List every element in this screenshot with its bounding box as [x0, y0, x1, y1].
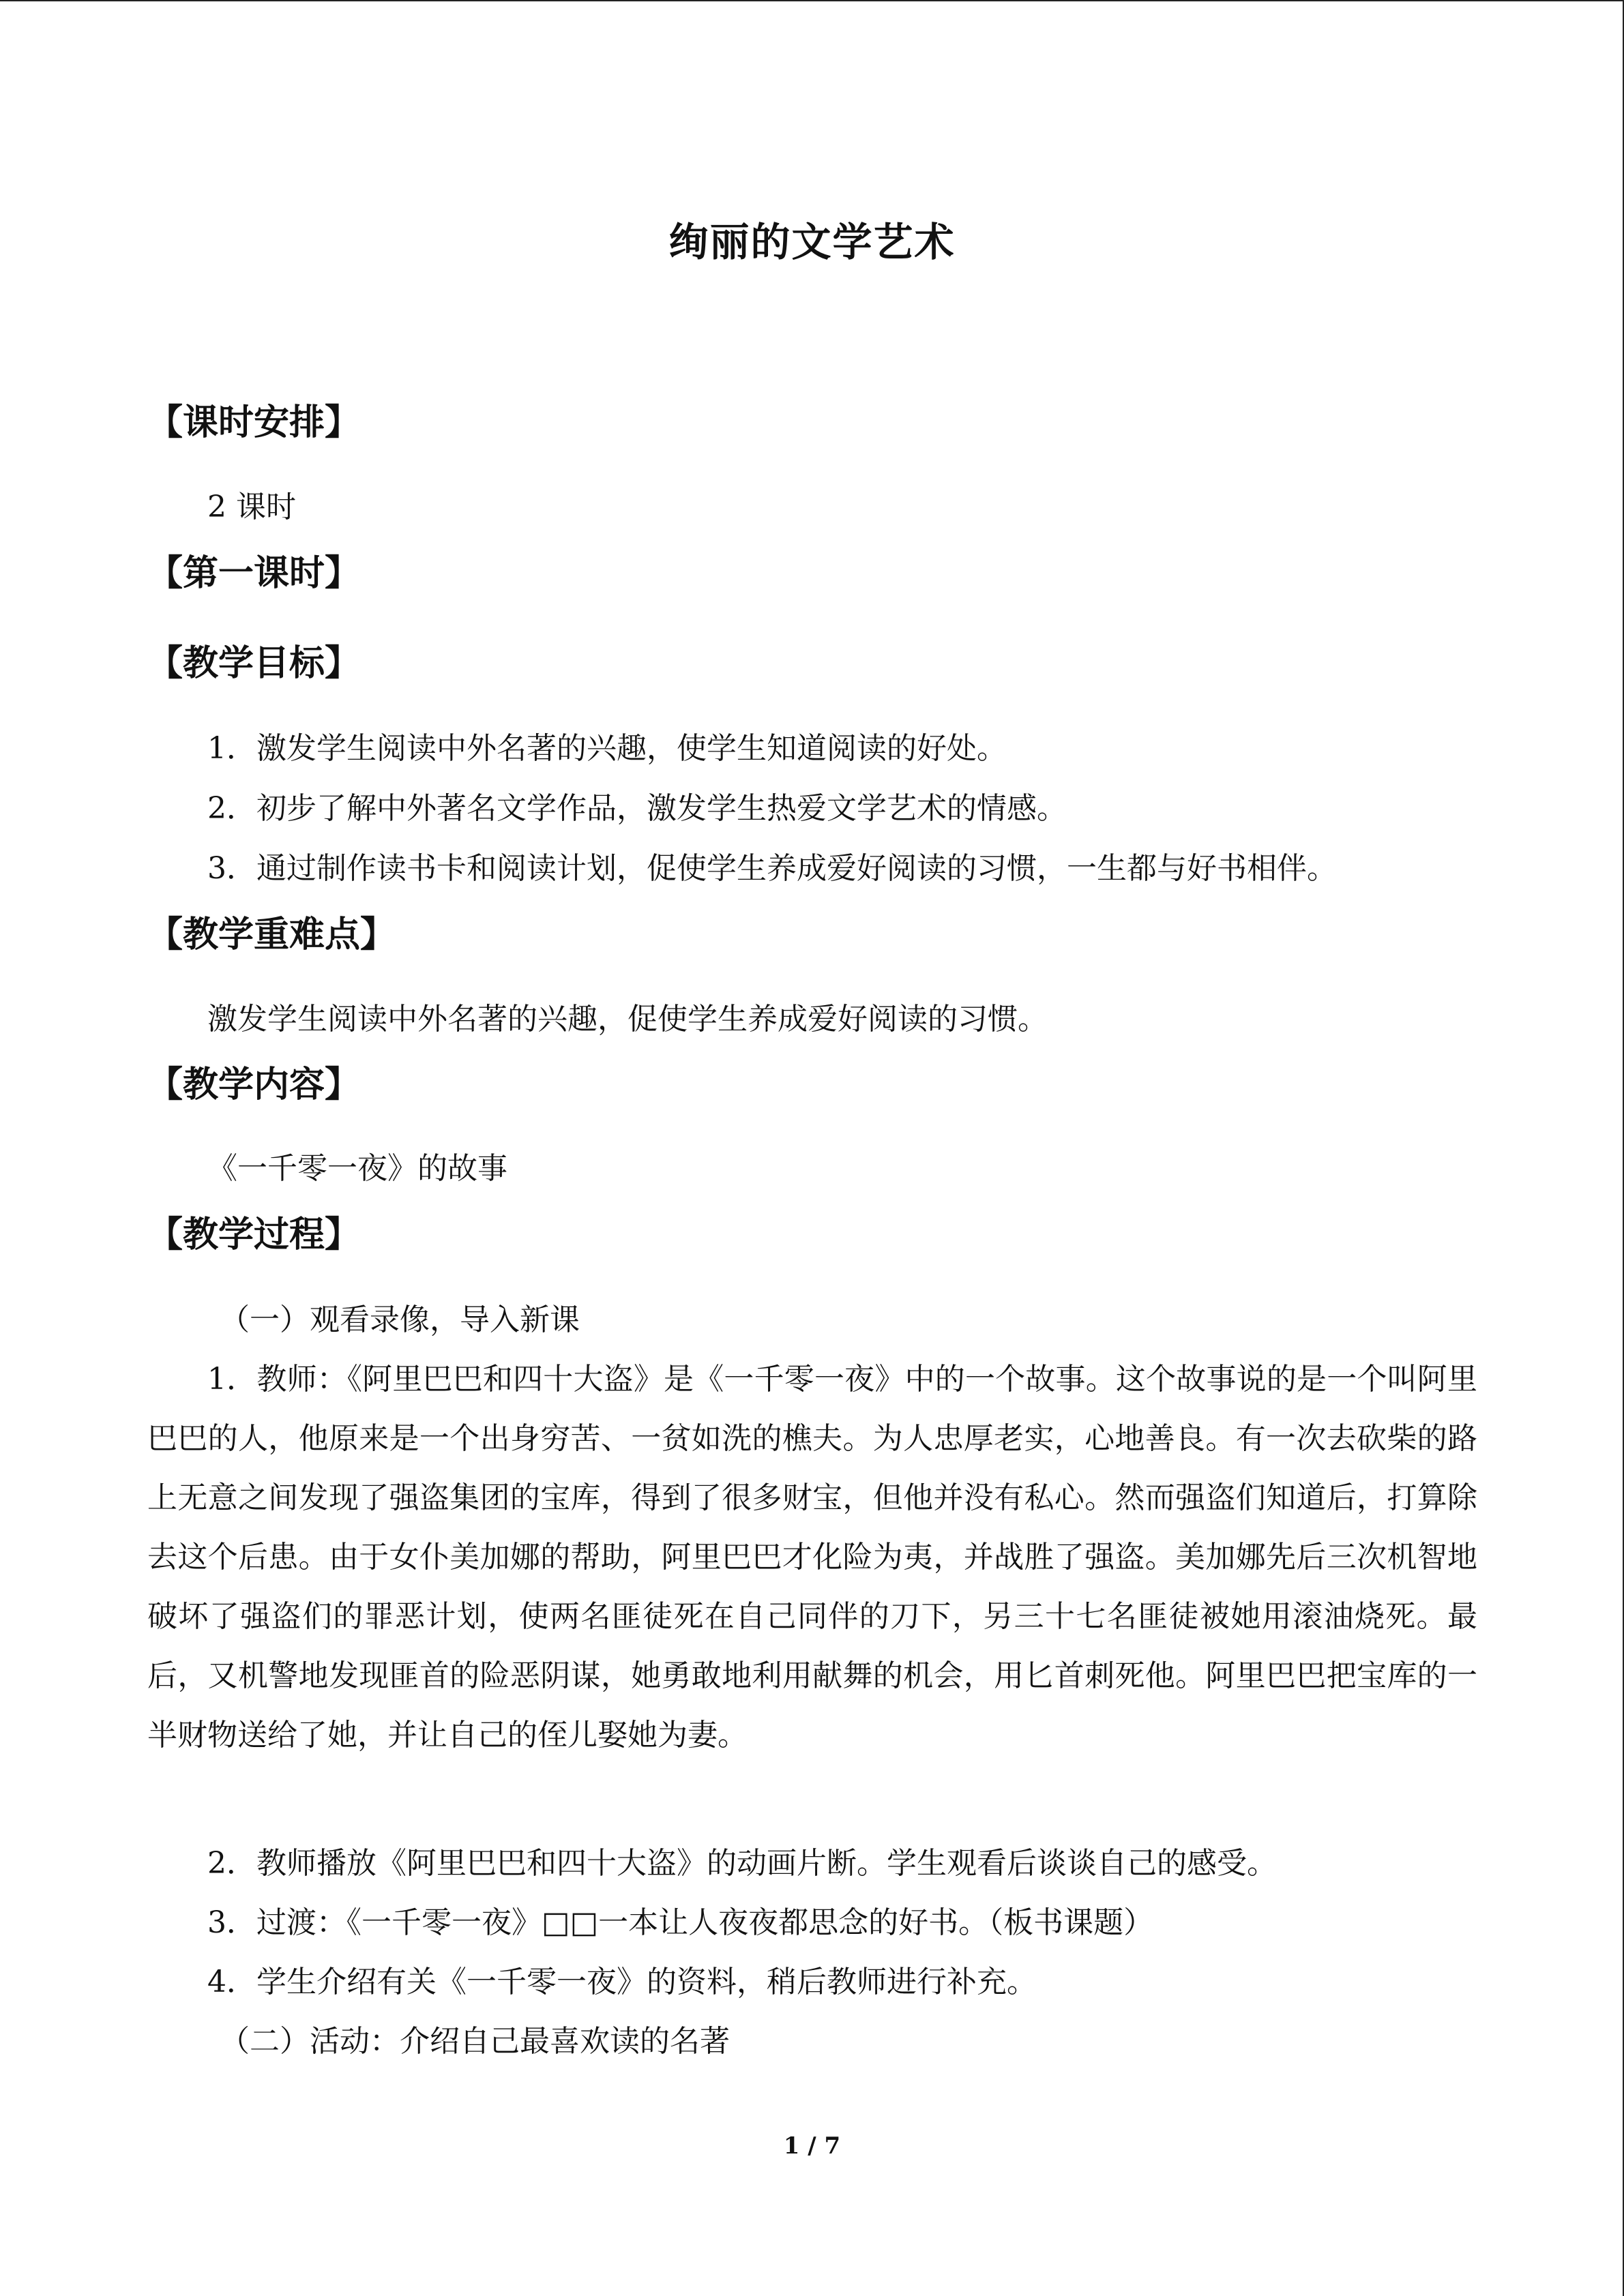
process-item-3: 3．过渡：《一千零一夜》□□一本让人夜夜都思念的好书。（板书课题） [207, 1905, 1154, 1940]
lesson-heading: 【第一课时】 [147, 553, 361, 594]
process-item-4: 4．学生介绍有关《一千零一夜》的资料，稍后教师进行补充。 [207, 1965, 1037, 1999]
content-heading: 【教学内容】 [147, 1064, 361, 1105]
goal-item-3: 3．通过制作读书卡和阅读计划，促使学生养成爱好阅读的习惯，一生都与好书相伴。 [207, 851, 1337, 886]
goals-heading: 【教学目标】 [147, 643, 361, 684]
process-heading: 【教学过程】 [147, 1214, 361, 1255]
schedule-heading: 【课时安排】 [147, 402, 361, 443]
goal-item-1: 1．激发学生阅读中外名著的兴趣，使学生知道阅读的好处。 [207, 731, 1007, 766]
process-part-1: （一）观看录像，导入新课 [220, 1302, 580, 1337]
process-item-2: 2．教师播放《阿里巴巴和四十大盗》的动画片断。学生观看后谈谈自己的感受。 [207, 1846, 1277, 1881]
schedule-text: 2 课时 [207, 490, 296, 524]
page-number: 1 / 7 [783, 2132, 841, 2160]
page-title: 绚丽的文学艺术 [668, 219, 956, 265]
key-points-heading: 【教学重难点】 [147, 914, 396, 955]
process-part-2: （二）活动：介绍自己最喜欢读的名著 [220, 2024, 730, 2059]
content-text: 《一千零一夜》的故事 [207, 1151, 507, 1186]
key-points-text: 激发学生阅读中外名著的兴趣，促使学生养成爱好阅读的习惯。 [207, 1002, 1048, 1037]
goal-item-2: 2．初步了解中外著名文学作品，激发学生热爱文学艺术的情感。 [207, 791, 1067, 826]
process-item-1: 1．教师：《阿里巴巴和四十大盗》是《一千零一夜》中的一个故事。这个故事说的是一个叫阿里巴巴的人，他原来是一个出身穷苦、一贫如洗的樵夫。为人忠厚老实，心地善良。有一次去砍柴的路上无意之间发现了强盗集团的宝库，得到了很多财宝，但他并没有私心。然而强盗们知道后，打算除去这个后患。由于女仆美加娜的帮助，阿里巴巴才化险为夷，并战胜了强盗。美加娜先后三次机智地破坏了强盗们的罪恶计划，使两名匪徒死在自己同伴的刀下，另三十七名匪徒被她用滚油烧死。最后，又机警地发现匪首的险恶阴谋，她勇敢地利用献舞的机会，用匕首刺死他。阿里巴巴把宝库的一半财物送给了她，并让自己的侄儿娶她为妻。 [147, 1362, 1477, 1753]
